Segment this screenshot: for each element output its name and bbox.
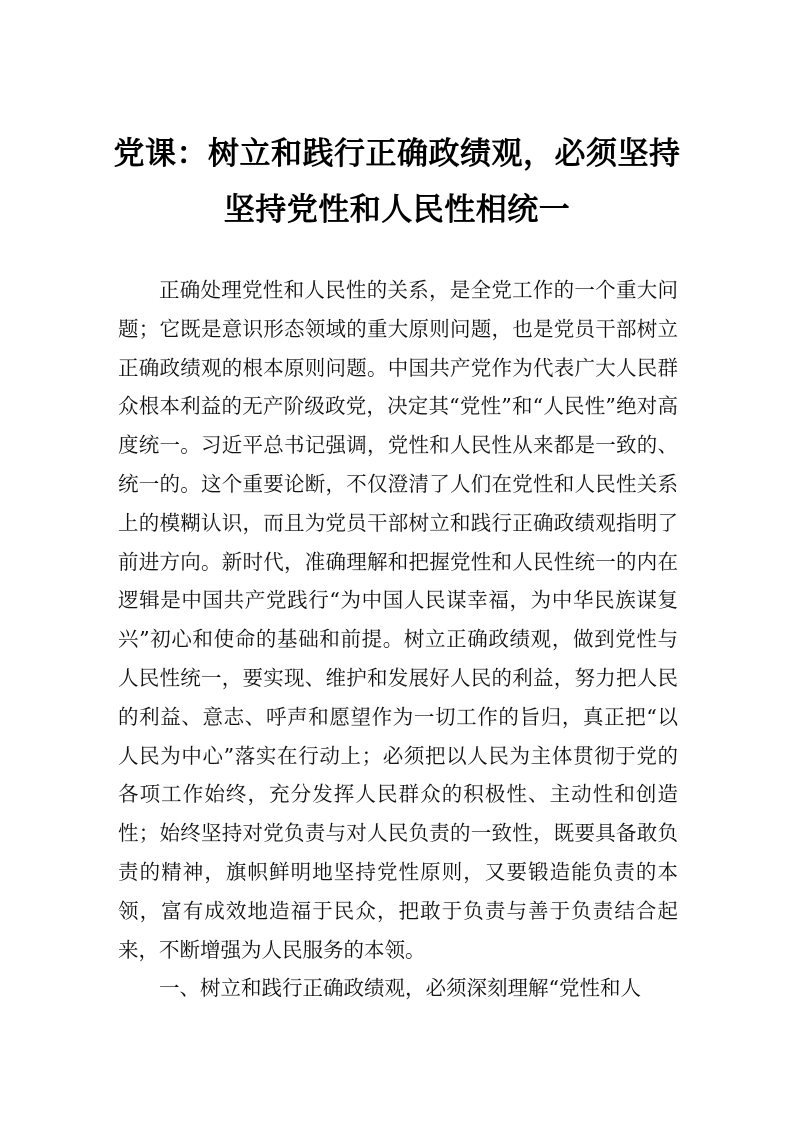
body-paragraph-intro: 正确处理党性和人民性的关系，是全党工作的一个重大问题；它既是意识形态领域的重大原则问题，也是党员干部树立正确政绩观的根本原则问题。中国共产党作为代表广大人民群众根本利益的无产阶级政党，决定其“党性”和“人民性”绝对高度统一。习近平总书记强调，党性和人民性从来都是一致的、统一的。这个重要论断，不仅澄清了人们在党性和人民性关系上的模糊认识，而且为党员干部树立和践行正确政绩观指明了前进方向。新时代，准确理解和把握党性和人民性统一的内在逻辑是中国共产党践行“为中国人民谋幸福，为中华民族谋复兴”初心和使命的基础和前提。树立正确政绩观，做到党性与人民性统一，要实现、维护和发展好人民的利益，努力把人民的利益、意志、呼声和愿望作为一切工作的旨归，真正把“以人民为中心”落实在行动上；必须把以人民为主体贯彻于党的各项工作始终，充分发挥人民群众的积极性、主动性和创造性；始终坚持对党负责与对人民负责的一致性，既要具备敢负责的精神，旗帜鲜明地坚持党性原则，又要锻造能负责的本领，富有成效地造福于民众，把敢于负责与善于负责结合起来，不断增强为人民服务的本领。	[118, 278, 678, 962]
document-body	[118, 271, 678, 1008]
document-title-line-1: 党课：树立和践行正确政绩观，必须坚持	[113, 136, 681, 172]
document-title-line-2: 坚持党性和人民性相统一	[223, 192, 571, 228]
body-paragraph-section-1-heading: 一、树立和践行正确政绩观，必须深刻理解“党性和人	[159, 976, 641, 1001]
